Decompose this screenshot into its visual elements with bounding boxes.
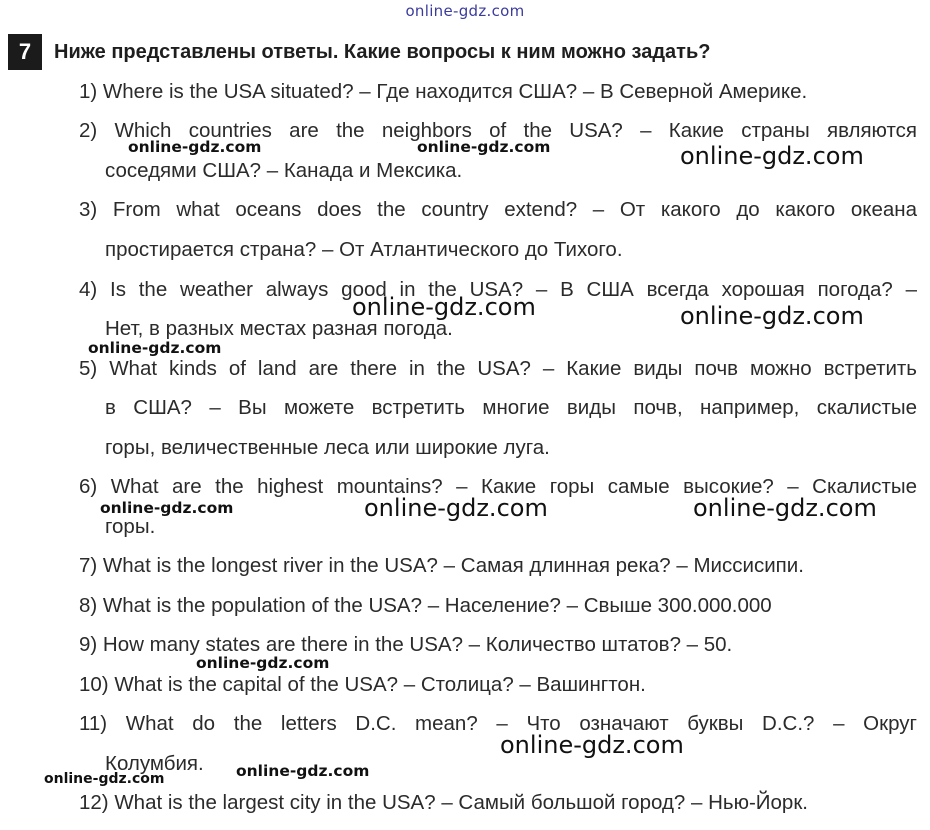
answer-5-line-2: в США? – Вы можете встретить многие виды почв, например, скалистые bbox=[105, 396, 917, 419]
task-title: Ниже представлены ответы. Какие вопросы к ним можно задать? bbox=[54, 40, 711, 63]
answer-4-line-1: 4) Is the weather always good in the USA? – В США всегда хорошая погода? – bbox=[79, 278, 917, 301]
watermark: online-gdz.com bbox=[417, 138, 551, 156]
answer-9-line-1: 9) How many states are there in the USA? – Количество штатов? – 50. bbox=[79, 633, 733, 656]
watermark: online-gdz.com bbox=[236, 762, 370, 780]
answer-6-line-2: горы. bbox=[105, 515, 156, 538]
watermark: online-gdz.com bbox=[128, 138, 262, 156]
watermark: online-gdz.com bbox=[352, 293, 536, 321]
answer-4-line-2: Нет, в разных местах разная погода. bbox=[105, 317, 453, 340]
answer-7-line-1: 7) What is the longest river in the USA? – Самая длинная река? – Миссисипи. bbox=[79, 554, 804, 577]
answer-12-line-1: 12) What is the largest city in the USA? – Самый большой город? – Нью-Йорк. bbox=[79, 791, 808, 814]
watermark: online-gdz.com bbox=[196, 654, 330, 672]
answer-10-line-1: 10) What is the capital of the USA? – Столица? – Вашингтон. bbox=[79, 673, 646, 696]
answer-2-line-2: соседями США? – Канада и Мексика. bbox=[105, 159, 463, 182]
answer-3-line-2: простирается страна? – От Атлантического до Тихого. bbox=[105, 238, 623, 261]
watermark: online-gdz.com bbox=[100, 499, 234, 517]
watermark: online-gdz.com bbox=[693, 494, 877, 522]
site-watermark-top: online-gdz.com bbox=[405, 2, 525, 20]
answer-11-line-1: 11) What do the letters D.C. mean? – Что означают буквы D.C.? – Округ bbox=[79, 712, 917, 735]
watermark: online-gdz.com bbox=[88, 339, 222, 357]
answer-2-line-1: 2) Which countries are the neighbors of the USA? – Какие страны являются bbox=[79, 119, 917, 142]
answer-1-line-1: 1) Where is the USA situated? – Где находится США? – В Северной Америке. bbox=[79, 80, 808, 103]
task-header bbox=[8, 34, 710, 70]
answer-5-line-1: 5) What kinds of land are there in the USA? – Какие виды почв можно встретить bbox=[79, 357, 917, 380]
watermark: online-gdz.com bbox=[44, 771, 165, 787]
task-number-badge: 7 bbox=[8, 34, 42, 70]
answer-3-line-1: 3) From what oceans does the country extend? – От какого до какого океана bbox=[79, 198, 917, 221]
watermark: online-gdz.com bbox=[680, 142, 864, 170]
answer-5-line-3: горы, величественные леса или широкие луга. bbox=[105, 436, 550, 459]
answer-11-line-2: Колумбия. bbox=[105, 752, 204, 775]
answer-8-line-1: 8) What is the population of the USA? – Население? – Свыше 300.000.000 bbox=[79, 594, 772, 617]
watermark: online-gdz.com bbox=[364, 494, 548, 522]
watermark: online-gdz.com bbox=[500, 731, 684, 759]
answer-6-line-1: 6) What are the highest mountains? – Какие горы самые высокие? – Скалистые bbox=[79, 475, 917, 498]
watermark: online-gdz.com bbox=[680, 302, 864, 330]
